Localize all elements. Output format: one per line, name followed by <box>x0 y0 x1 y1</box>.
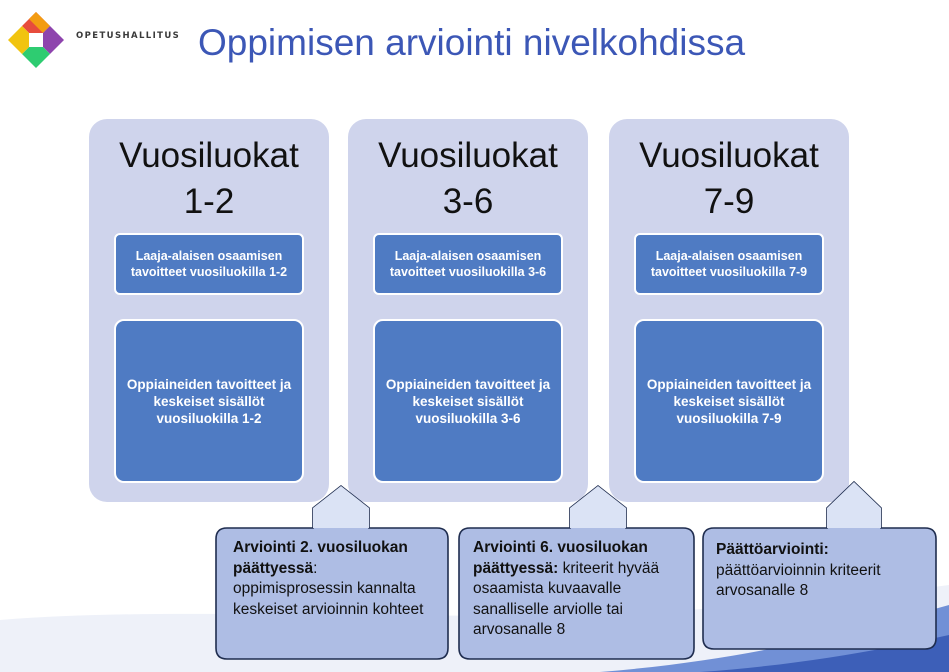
column-title-line2: 1-2 <box>183 182 235 221</box>
column-title-line1: Vuosiluokat <box>378 136 558 175</box>
callout-final-assessment <box>716 540 916 602</box>
transversal-competence-box: Laaja-alaisen osaamisen tavoitteet vuosiluokilla 1-2 <box>114 233 304 295</box>
callout-bold: Arviointi 2. vuosiluokan päättyessä <box>233 539 408 577</box>
column-title-line2: 7-9 <box>703 182 755 221</box>
column-title-line1: Vuosiluokat <box>639 136 819 175</box>
callout-text: päättöarvioinnin kriteerit arvosanalle 8 <box>716 561 881 599</box>
page-title: Oppimisen arviointi nivelkohdissa <box>198 22 746 63</box>
column-title-line2: 3-6 <box>442 182 494 221</box>
callout-grade-2-assessment <box>233 538 438 620</box>
transversal-competence-box: Laaja-alaisen osaamisen tavoitteet vuosiluokilla 7-9 <box>634 233 824 295</box>
callout-bold: Päättöarviointi: <box>716 541 829 558</box>
callout-bold: Arviointi 6. vuosiluokan päättyessä: <box>473 539 648 577</box>
subject-goals-box: Oppiaineiden tavoitteet ja keskeiset sisällöt vuosiluokilla 1-2 <box>114 319 304 483</box>
callout-text: kriteerit hyvää osaamista kuvaavalle sanalliselle arviolle tai arvosanalle 8 <box>473 559 660 638</box>
subject-goals-box: Oppiaineiden tavoitteet ja keskeiset sisällöt vuosiluokilla 3-6 <box>373 319 563 483</box>
column-title-line1: Vuosiluokat <box>119 136 299 175</box>
callout-grade-6-assessment <box>473 538 687 641</box>
brand-name: OPETUSHALLITUS <box>76 31 181 41</box>
transversal-competence-box: Laaja-alaisen osaamisen tavoitteet vuosiluokilla 3-6 <box>373 233 563 295</box>
callout-text: : oppimisprosessin kannalta keskeiset arvioinnin kohteet <box>233 559 424 618</box>
subject-goals-box: Oppiaineiden tavoitteet ja keskeiset sisällöt vuosiluokilla 7-9 <box>634 319 824 483</box>
